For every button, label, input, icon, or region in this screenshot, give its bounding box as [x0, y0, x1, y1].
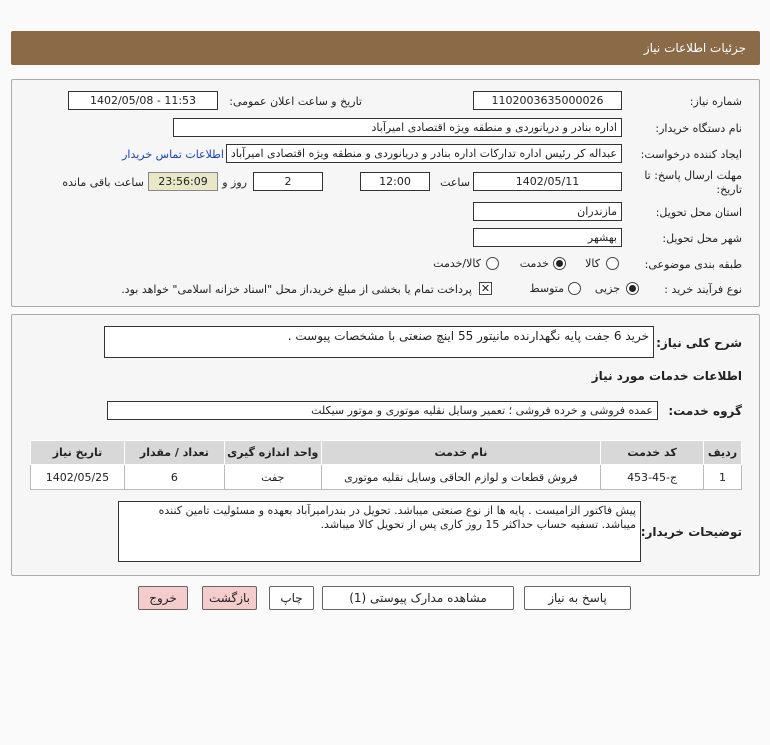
creator-label: ایجاد کننده درخواست: [640, 148, 742, 161]
process-partial-label: جزیی [594, 282, 620, 295]
city-label: شهر محل تحویل: [662, 232, 742, 245]
category-goods-service-label: کالا/خدمت [433, 257, 481, 270]
deadline-time-field: 12:00 [360, 172, 430, 191]
services-table [30, 440, 742, 490]
cell-quantity: 6 [124, 465, 224, 490]
print-button[interactable]: چاپ [269, 586, 314, 610]
category-service-radio[interactable] [553, 257, 566, 270]
need-number-label: شماره نیاز: [689, 95, 742, 108]
province-field: مازندران [473, 202, 622, 221]
category-service-label: خدمت [519, 257, 549, 270]
deadline-date-field: 1402/05/11 [473, 172, 622, 191]
deadline-label-date: تاریخ: [716, 183, 742, 196]
service-group-label: گروه خدمت: [668, 404, 742, 418]
cell-service-code: ج-45-453 [601, 465, 704, 490]
treasury-payment-checkbox[interactable]: ✕ [480, 282, 491, 295]
category-goods-service-radio[interactable] [486, 257, 499, 270]
cell-row-number: 1 [704, 465, 742, 490]
process-medium-label: متوسط [529, 282, 564, 295]
service-group-field: عمده فروشی و خرده فروشی ؛ تعمیر وسایل نقلیه موتوری و موتور سیکلت [107, 401, 658, 420]
process-medium-radio[interactable] [568, 282, 581, 295]
cell-unit: جفت [224, 465, 321, 490]
category-goods-label: کالا [585, 257, 600, 270]
city-field: بهشهر [473, 228, 622, 247]
announce-date-label: تاریخ و ساعت اعلان عمومی: [229, 95, 362, 108]
need-number-field: 1102003635000026 [473, 91, 622, 110]
creator-field: عبداله کر رئیس اداره تدارکات اداره بنادر و دریانوردی و منطقه ویژه اقتصادی امیرآباد [226, 144, 622, 163]
table-row [31, 465, 742, 490]
buyer-org-label: نام دستگاه خریدار: [655, 122, 742, 135]
process-partial-radio[interactable] [626, 282, 639, 295]
days-label: روز و [222, 176, 247, 189]
cell-need-date: 1402/05/25 [31, 465, 125, 490]
col-header-unit: واحد اندازه گیری [224, 441, 321, 465]
buyer-notes-field: پیش فاکتور الزامیست . پایه ها از نوع صنعتی میباشد. تحویل در بندرامیرآباد بعهده و مسئولیت تامین کننده میباشد. تسفیه حساب حداکثر 15 روز کاری پس از تحویل کالا میباشد. [118, 501, 641, 562]
deadline-time-label: ساعت [440, 176, 470, 189]
announce-date-field: 1402/05/08 - 11:53 [68, 91, 218, 110]
remaining-time-field: 23:56:09 [148, 172, 218, 191]
exit-button[interactable]: خروج [138, 586, 188, 610]
process-label: نوع فرآیند خرید : [664, 283, 742, 296]
days-remaining-field: 2 [253, 172, 323, 191]
col-header-service-code: کد خدمت [601, 441, 704, 465]
need-details-panel [11, 79, 760, 307]
buyer-org-field: اداره بنادر و دریانوردی و منطقه ویژه اقتصادی امیرآباد [173, 118, 622, 137]
province-label: استان محل تحویل: [655, 206, 742, 219]
col-header-row-number: ردیف [704, 441, 742, 465]
page-header: جزئیات اطلاعات نیاز [11, 31, 760, 65]
col-header-quantity: تعداد / مقدار [124, 441, 224, 465]
remaining-time-label: ساعت باقی مانده [62, 176, 144, 189]
category-goods-radio[interactable] [606, 257, 619, 270]
summary-field: خرید 6 جفت پایه نگهدارنده مانیتور 55 اینچ صنعتی با مشخصات پیوست . [104, 326, 654, 358]
buyer-notes-label: توضیحات خریدار: [640, 525, 742, 539]
deadline-label: مهلت ارسال پاسخ: تا [644, 169, 742, 182]
col-header-service-name: نام خدمت [321, 441, 600, 465]
buyer-contact-link[interactable]: اطلاعات تماس خریدار [122, 148, 224, 161]
summary-label: شرح کلی نیاز: [656, 336, 742, 350]
col-header-need-date: تاریخ نیاز [31, 441, 125, 465]
back-button[interactable]: بازگشت [202, 586, 257, 610]
services-title: اطلاعات خدمات مورد نیاز [591, 369, 742, 383]
category-label: طبقه بندی موضوعی: [644, 258, 742, 271]
treasury-payment-note: پرداخت تمام یا بخشی از مبلغ خرید،از محل "اسناد خزانه اسلامی" خواهد بود. [121, 283, 472, 296]
view-attachments-button[interactable]: مشاهده مدارک پیوستی (1) [322, 586, 514, 610]
reply-button[interactable]: پاسخ به نیاز [524, 586, 631, 610]
table-header-row [31, 441, 742, 465]
cell-service-name: فروش قطعات و لوازم الحاقی وسایل نقلیه موتوری [321, 465, 600, 490]
